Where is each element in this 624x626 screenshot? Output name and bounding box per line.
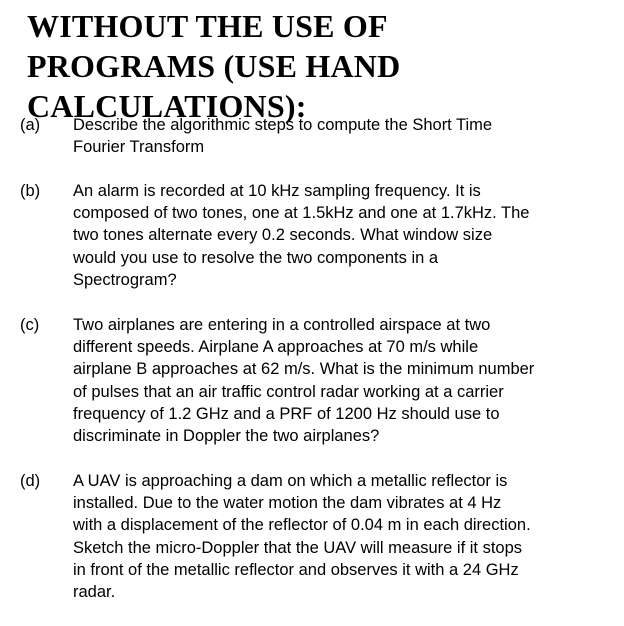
question-text (73, 114, 583, 158)
question-line: radar. (73, 583, 116, 602)
question-label: (b) (20, 182, 41, 200)
question-text (73, 314, 583, 447)
heading-line: PROGRAMS (USE HAND (27, 48, 401, 84)
question-line: frequency of 1.2 GHz and a PRF of 1200 Hz should use to (73, 404, 500, 423)
question-line: Sketch the micro-Doppler that the UAV will measure if it stops (73, 538, 523, 557)
question-text (73, 180, 583, 291)
question-line: Fourier Transform (73, 138, 205, 157)
question-label: (c) (20, 316, 40, 334)
question-line: would you use to resolve the two components in a (73, 248, 439, 267)
question-b (20, 180, 610, 291)
question-d (20, 470, 610, 603)
heading-line: CALCULATIONS): (27, 88, 307, 124)
question-line: An alarm is recorded at 10 kHz sampling frequency. It is (73, 182, 481, 200)
question-line: in front of the metallic reflector and observes it with a 24 GHz (73, 560, 519, 579)
question-line: Two airplanes are entering in a controlled airspace at two (73, 316, 491, 334)
question-a (20, 114, 610, 158)
question-line: two tones alternate every 0.2 seconds. What window size (73, 226, 493, 245)
question-line: installed. Due to the water motion the dam vibrates at 4 Hz (73, 494, 502, 513)
question-line: composed of two tones, one at 1.5kHz and one at 1.7kHz. The (73, 204, 530, 223)
question-line: Describe the algorithmic steps to compute the Short Time (73, 116, 493, 134)
heading-line: WITHOUT THE USE OF (27, 8, 388, 44)
question-line: of pulses that an air traffic control radar working at a carrier (73, 382, 504, 401)
question-line: discriminate in Doppler the two airplanes? (73, 427, 380, 446)
page-heading (27, 6, 427, 126)
question-label: (d) (20, 472, 41, 490)
question-c (20, 314, 610, 447)
question-line: Spectrogram? (73, 270, 177, 289)
question-line: different speeds. Airplane A approaches at 70 m/s while (73, 338, 479, 357)
question-label: (a) (20, 116, 41, 134)
question-line: with a displacement of the reflector of 0.04 m in each direction. (73, 516, 531, 535)
question-line: airplane B approaches at 62 m/s. What is the minimum number (73, 360, 535, 379)
question-line: A UAV is approaching a dam on which a metallic reflector is (73, 472, 508, 490)
question-text (73, 470, 583, 603)
